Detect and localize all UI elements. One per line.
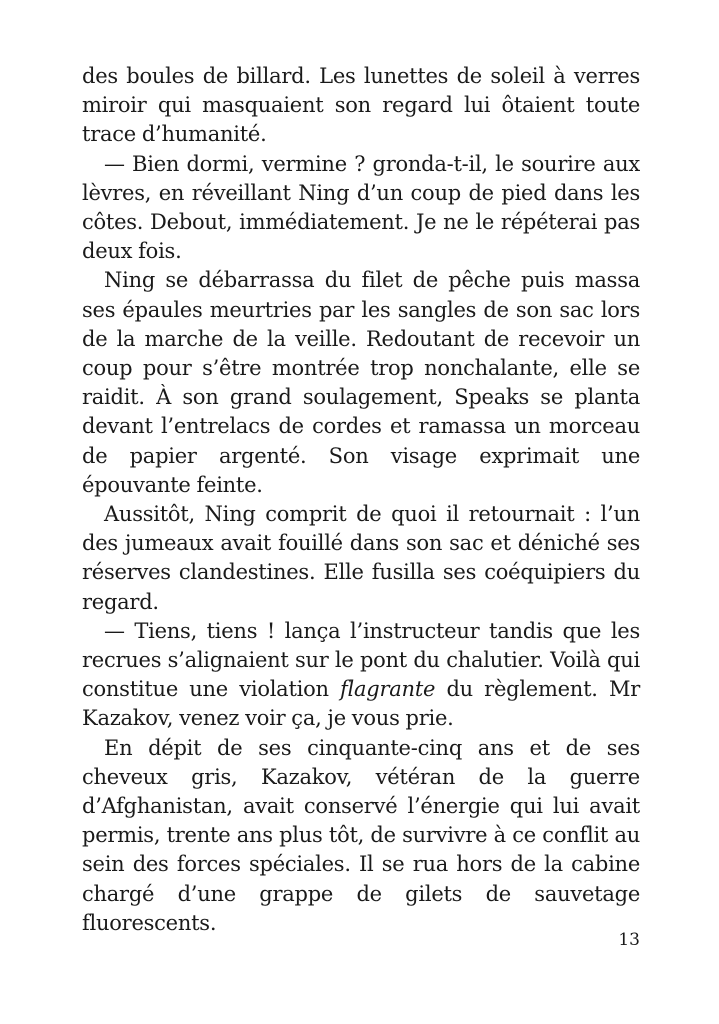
- paragraph-1: [82, 62, 640, 150]
- paragraph-text: du règlement. Mr Kazakov, venez voir ça, je vous prie.: [82, 677, 640, 731]
- paragraph-text: des boules de billard. Les lunettes de soleil à verres miroir qui masquaient son regard lui ôtaient toute trace d’humanité.: [82, 64, 640, 147]
- paragraph-4: [82, 500, 640, 617]
- page-body: [82, 62, 640, 938]
- paragraph-text: — Tiens, tiens ! lança l’instructeur tandis que les recrues s’alignaient sur le pont du chalutier. Voilà qui constitue une violation: [82, 618, 640, 702]
- paragraph-text: En dépit de ses cinquante-cinq ans et de ses cheveux gris, Kazakov, vétéran de la guerre d’Afghanistan, avait conservé l’énergie qui lui avait permis, trente ans plus tôt, de survivre à ce conflit au sein des forces spéciales. Il se rua hors de la cabine chargé d’une grappe de gilets de sauvetage fluorescents.: [82, 735, 640, 935]
- italic-emphasis: flagrante: [340, 677, 436, 702]
- paragraph-3: [82, 266, 640, 500]
- page-number: 13: [618, 930, 640, 950]
- paragraph-2: [82, 150, 640, 267]
- paragraph-text: Ning se débarrassa du filet de pêche puis massa ses épaules meurtries par les sangles de son sac lors de la marche de la veille. Redoutant de recevoir un coup pour s’être montrée trop nonchalante, elle se raidit. À son grand soulagement, Speaks se planta devant l’entrelacs de cordes et ramassa un morceau de papier argenté. Son visage exprimait une épouvante feinte.: [82, 268, 640, 497]
- paragraph-5: [82, 617, 640, 734]
- paragraph-6: [82, 734, 640, 938]
- paragraph-text: — Bien dormi, vermine ? gronda-t-il, le sourire aux lèvres, en réveillant Ning d’un coup de pied dans les côtes. Debout, immédiatement. Je ne le répéterai pas deux fois.: [82, 151, 640, 264]
- paragraph-text: Aussitôt, Ning comprit de quoi il retournait : l’un des jumeaux avait fouillé dans son sac et déniché ses réserves clandestines. Elle fusilla ses coéquipiers du regard.: [82, 502, 640, 614]
